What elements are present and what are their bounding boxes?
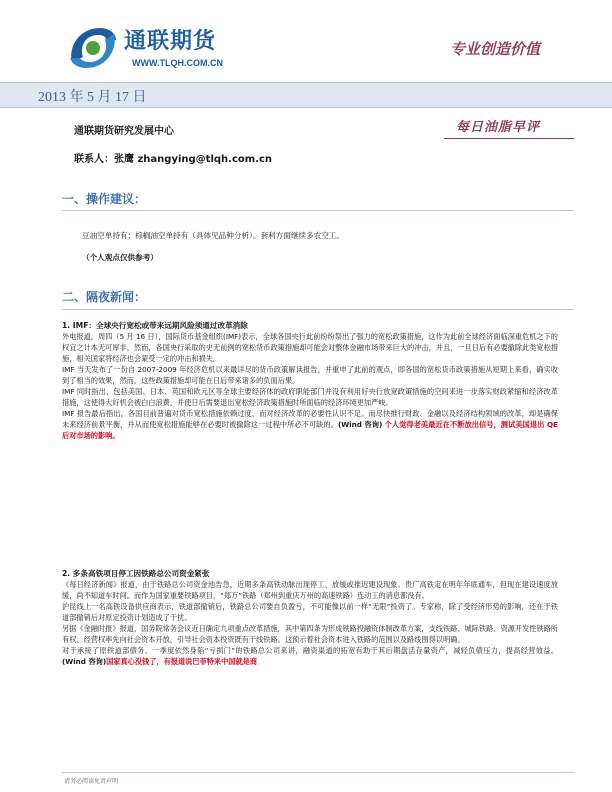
title-underline <box>444 138 574 139</box>
news-paragraph-text: 对于承接了原铁道部债务、一季度依然身陷“亏损门”的铁路总公司来讲，融资渠道的拓宽有助于其后期盘活存量资产，减轻负债压力，提高经营效益。 <box>62 646 558 655</box>
analyst-comment: 个人觉得老美最近在不断放出信号，测试美国退出 QE 后对市场的影响。 <box>62 420 558 440</box>
footer-disclaimer: 请务必阅读免责声明 <box>64 778 119 785</box>
report-title: 每日油脂早评 <box>456 120 541 135</box>
brand-name: 通联期货 <box>124 29 217 54</box>
footer-divider <box>62 772 574 773</box>
news-title: 1. IMF：全球央行宽松或带来远期风险须通过改革消除 <box>62 321 248 330</box>
news-paragraph-text: IMF 报告最后指出，各国目前普遍对货币宽松措施依赖过度，而对经济改革的必要性认识不足。而尽快推行财政、金融以及经济结构领域的改革，却是确保未来经济前景平衡，并从而使宽松措施能够在必要时被撤除这一过程中所必不可缺的。 <box>62 409 558 429</box>
section-divider <box>62 309 574 310</box>
disclaimer-note: （个人观点仅供参考） <box>82 253 158 262</box>
contact-info: 联系人：张鹰 zhangying@tlqh.com.cn <box>74 154 273 165</box>
operation-advice: 豆油空单持有；棕榈油空单持有（具体见品种分析）。套利方面继续多农空工。 <box>82 231 344 240</box>
news-item-railway <box>62 568 558 667</box>
logo-icon <box>66 22 120 72</box>
news-paragraph <box>62 645 558 667</box>
news-paragraph: IMF 当天发布了一份自 2007-2009 年经济危机以来最详尽的货币政策解读报告，并重申了此前的观点，即各国的宽松货币政策措施从短期上来看，确实收到了相当的效果，然而，这些政策措施却可能在日后带来诸多的负面后果。 <box>62 365 558 385</box>
slogan: 专业创造价值 <box>450 40 541 58</box>
news-paragraph: 《每日经济新闻》报道，由于铁路总公司资金池告急，近期多条高铁动脉出现停工、放缓或推迟建设现象。贵广高铁定在明年年底通车，但现在建设速度放缓，尚不知道车时间。而作为国家重要铁路项目，“郑万”铁路（郑州到重庆万州的高速铁路）连动工的消息都没有。 <box>62 580 558 600</box>
section-divider <box>62 210 574 211</box>
section-heading-news: 二、隔夜新闻： <box>62 290 147 304</box>
news-paragraph <box>62 408 558 441</box>
news-source: (Wind 咨询) <box>62 657 107 666</box>
news-paragraph: 外电报道，周四（5 月 16 日），国际货币基金组织(IMF)表示，全球各国央行此前纷纷祭出了强力的宽松政策措施，这作为此前全球经济面临深重危机之下的权宜之计本无可厚非，然而，各国央行采取的史无前例的宽松货币政策措施却可能会对整体金融市场带来巨大的冲击，并且，一旦日后有必要撤除此类宽松措施，相关国家将经济也会蒙受一定的冲击和损失。 <box>62 332 558 363</box>
news-title: 2. 多条高铁项目停工因铁路总公司资金紧张 <box>62 569 210 578</box>
section-heading-advice: 一、操作建议： <box>62 192 147 206</box>
news-item-imf <box>62 320 558 441</box>
news-paragraph: 沪昆线上一名高铁设备供应商表示，铁道部撤销后，铁路总公司要自负盈亏，不可能像以前一样“无限”投资了。专家称，除了受经济形势的影响，还在于铁道部撤销后对原定投资计划造成了干扰。 <box>62 602 558 622</box>
report-date: 2013 年 5 月 17 日 <box>38 90 147 105</box>
news-paragraph: IMF 同时指出，包括美国、日本、英国和欧元区等全球主要经济体的政府职能部门并没有利用好央行放宽政策措施的空间来进一步落实财政紧缩和经济改革措施，这使得大好机会被白白浪费，并使日后需要退出宽松经济政策措施时所面临的经济环境更加严峻。 <box>62 387 558 407</box>
research-center-name: 通联期货研究发展中心 <box>74 126 174 137</box>
analyst-comment: 国家真心没钱了，有报道说巴菲特来中国就是商 <box>106 657 258 666</box>
news-paragraph: 另据《金融时报》报道，国务院常务会议近日确定九项重点改革措施，其中第四条为形成铁路投融资体制改革方案，支线铁路、城际铁路、资源开发性铁路所有权、经营权率先向社会资本开放，引导社会资本投资既有干线铁路。这预示着社会资本进入铁路的范围以及路线图得以明确。 <box>62 624 558 644</box>
news-source: (Wind 咨询) <box>337 420 383 429</box>
brand-url[interactable]: WWW.TLQH.COM.CN <box>132 58 223 68</box>
